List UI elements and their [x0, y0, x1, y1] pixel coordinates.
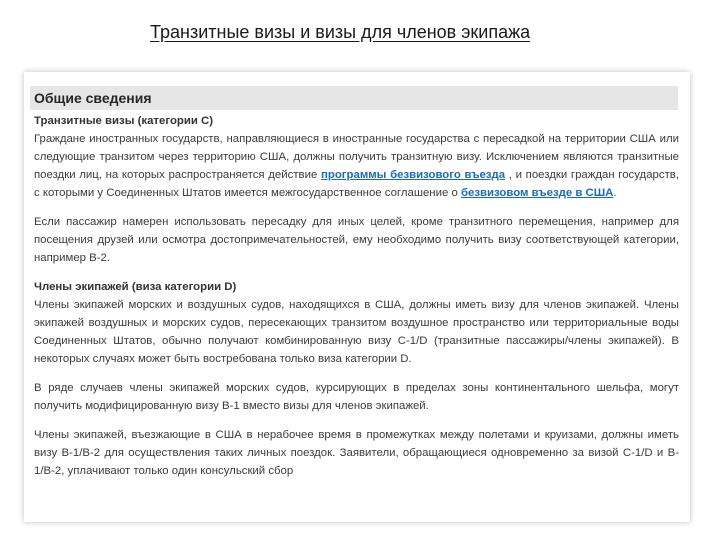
leisure-trips-paragraph: Члены экипажей, въезжающие в США в нерабочее время в промежутках между полетами и круизами, должны иметь визу B-1/B-2 для осуществления таких личных поездок. Заявители, обращающиеся одновременно за визой C-1/D и B-1/B-2, уплачивают только один консульский сбор [34, 429, 679, 477]
transit-visa-heading: Транзитные визы (категории C) [34, 115, 214, 127]
crew-visa-paragraph [34, 278, 679, 368]
transit-text-1: Граждане иностранных государств, направляющиеся в иностранные государства с пересадкой на территории США или следующие транзитом через территорию США, должны получить транзитную визу. Исключением являются транзитные поездки лиц, на которых распространяется действие [34, 133, 679, 181]
section-header: Общие сведения [30, 86, 678, 110]
crew-visa-heading: Члены экипажей (виза категории D) [34, 281, 237, 293]
embedded-screenshot [24, 72, 690, 522]
crew-visa-text: Члены экипажей морских и воздушных судов, находящихся в США, должны иметь визу для членов экипажей. Члены экипажей воздушных и морских судов, пересекающих транзитом воздушное пространство или территориальные воды Соединенных Штатов, обычно получают комбинированную визу C-1/D (транзитные пассажиры/члены экипажей). В некоторых случаях может быть востребована только виза категории D. [34, 299, 679, 365]
slide-title: Транзитные визы и визы для членов экипажа [150, 22, 531, 42]
content-body [34, 112, 679, 491]
transit-text-2: , и поездки граждан государств, с которыми у Соединенных Штатов имеется межгосударственное соглашение о [34, 169, 680, 199]
visa-waiver-program-link[interactable]: программы безвизового въезда [320, 169, 506, 181]
other-purposes-paragraph: Если пассажир намерен использовать пересадку для иных целей, кроме транзитного перемещения, например для посещения друзей или осмотра достопримечательностей, ему необходимо получить визу соответствующей категории, например B-2. [34, 216, 679, 264]
continental-shelf-paragraph: В ряде случаев члены экипажей морских судов, курсирующих в пределах зоны континентального шельфа, могут получить модифицированную визу B-1 вместо визы для членов экипажей. [34, 382, 679, 412]
transit-visa-paragraph [34, 112, 679, 202]
visa-free-entry-link[interactable]: безвизовом въезде в США [460, 187, 614, 199]
transit-text-3: . [613, 187, 617, 199]
